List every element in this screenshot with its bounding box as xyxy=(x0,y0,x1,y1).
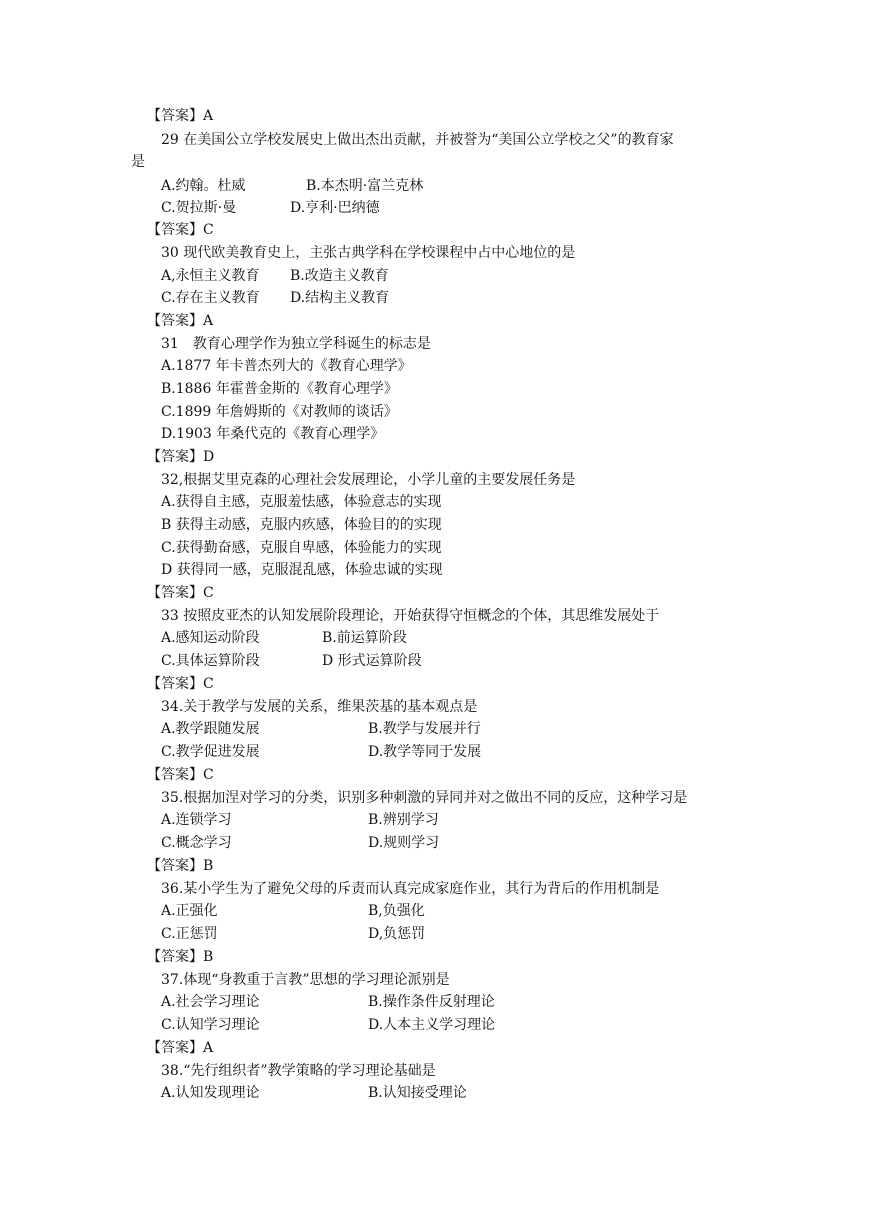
question-37: 37.体现“身教重于言教”思想的学习理论派别是 xyxy=(161,972,450,988)
option-b: B 获得主动感，克服内疚感，体验目的的实现 xyxy=(161,517,442,533)
answer-line: 【答案】C xyxy=(147,767,214,783)
option-a: A.感知运动阶段 xyxy=(161,630,260,646)
option-b: B.本杰明·富兰克林 xyxy=(306,178,424,194)
question-33: 33 按照皮亚杰的认知发展阶段理论，开始获得守恒概念的个体，其思维发展处于 xyxy=(161,608,660,624)
option-b: B.改造主义教育 xyxy=(290,268,389,284)
option-d: D.1903 年桑代克的《教育心理学》 xyxy=(161,426,385,442)
option-d: D 获得同一感，克服混乱感，体验忠诚的实现 xyxy=(161,562,443,578)
answer-line: 【答案】B xyxy=(147,949,214,965)
option-b: B.辨别学习 xyxy=(368,812,439,828)
answer-line: 【答案】C xyxy=(147,585,214,601)
question-30: 30 现代欧美教育史上，主张古典学科在学校课程中占中心地位的是 xyxy=(161,245,576,261)
option-d: D,负惩罚 xyxy=(368,926,426,942)
option-c: C.正惩罚 xyxy=(161,926,218,942)
option-b: B,负强化 xyxy=(368,903,425,919)
option-c: C.具体运算阶段 xyxy=(161,653,260,669)
question-29: 29 在美国公立学校发展史上做出杰出贡献，并被誉为“美国公立学校之父”的教育家 xyxy=(161,132,674,148)
option-a: A.认知发现理论 xyxy=(161,1085,260,1101)
option-a: A.连锁学习 xyxy=(161,812,232,828)
answer-line: 【答案】A xyxy=(147,1040,214,1056)
option-d: D.教学等同于发展 xyxy=(368,744,482,760)
option-c: C.贺拉斯·曼 xyxy=(161,200,237,216)
answer-line: 【答案】A xyxy=(147,108,214,124)
option-a: A.获得自主感，克服羞怯感，体验意志的实现 xyxy=(161,494,442,510)
option-d: D.规则学习 xyxy=(368,835,440,851)
option-c: C.教学促进发展 xyxy=(161,744,260,760)
question-36: 36.某小学生为了避免父母的斥责而认真完成家庭作业，其行为背后的作用机制是 xyxy=(161,881,660,897)
option-c: C.概念学习 xyxy=(161,835,232,851)
option-c: C.获得勤奋感，克服自卑感，体验能力的实现 xyxy=(161,540,442,556)
option-a: A.正强化 xyxy=(161,903,218,919)
option-d: D.人本主义学习理论 xyxy=(368,1017,496,1033)
option-a: A.教学跟随发展 xyxy=(161,721,260,737)
option-c: C.认知学习理论 xyxy=(161,1017,260,1033)
option-b: B.前运算阶段 xyxy=(322,630,407,646)
option-b: B.1886 年霍普金斯的《教育心理学》 xyxy=(161,381,398,397)
question-29-continued: 是 xyxy=(131,154,145,170)
option-d: D.结构主义教育 xyxy=(290,290,390,306)
answer-line: 【答案】B xyxy=(147,858,214,874)
option-b: B.教学与发展并行 xyxy=(368,721,481,737)
answer-line: 【答案】A xyxy=(147,313,214,329)
option-b: B.操作条件反射理论 xyxy=(368,994,495,1010)
question-35: 35.根据加涅对学习的分类，识别多种刺激的异同并对之做出不同的反应，这种学习是 xyxy=(161,790,688,806)
option-b: B.认知接受理论 xyxy=(368,1085,467,1101)
question-38: 38.“先行组织者”教学策略的学习理论基础是 xyxy=(161,1063,436,1079)
option-d: D 形式运算阶段 xyxy=(322,653,422,669)
option-d: D.亨利·巴纳德 xyxy=(290,200,380,216)
answer-line: 【答案】C xyxy=(147,222,214,238)
question-32: 32,根据艾里克森的心理社会发展理论，小学儿童的主要发展任务是 xyxy=(161,472,576,488)
answer-line: 【答案】D xyxy=(147,449,215,465)
question-34: 34.关于教学与发展的关系，维果茨基的基本观点是 xyxy=(161,699,478,715)
option-a: A.约翰。杜威 xyxy=(161,178,246,194)
question-31: 31 教育心理学作为独立学科诞生的标志是 xyxy=(161,336,431,352)
option-a: A.社会学习理论 xyxy=(161,994,260,1010)
option-c: C.存在主义教育 xyxy=(161,290,260,306)
option-a: A.1877 年卡普杰列大的《教育心理学》 xyxy=(161,358,412,374)
option-c: C.1899 年詹姆斯的《对教师的谈话》 xyxy=(161,404,398,420)
answer-line: 【答案】C xyxy=(147,676,214,692)
option-a: A,永恒主义教育 xyxy=(161,268,260,284)
